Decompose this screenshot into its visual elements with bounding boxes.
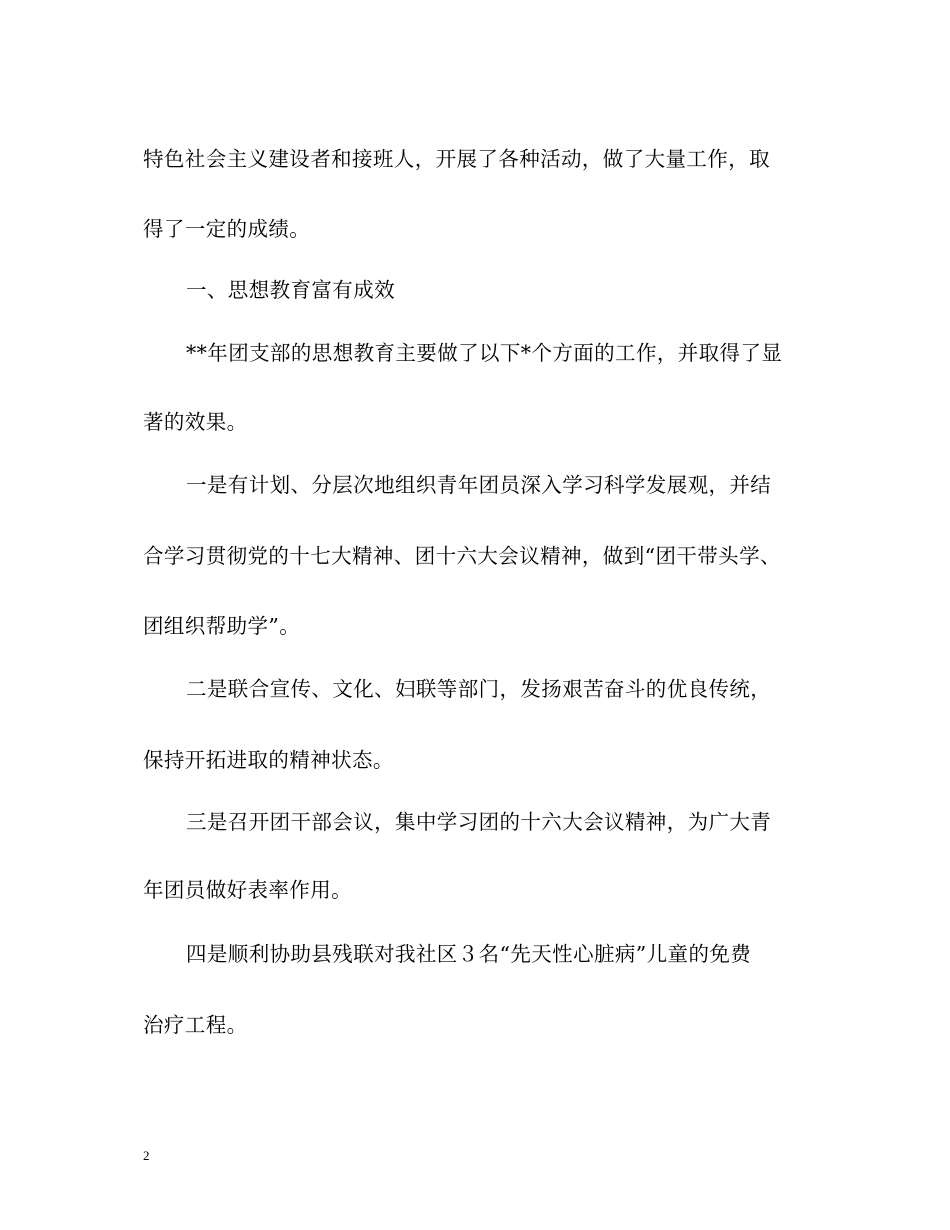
paragraph-line: 一是有计划、分层次地组织青年团员深入学习科学发展观，并结	[186, 473, 772, 497]
paragraph-line: **年团支部的思想教育主要做了以下*个方面的工作，并取得了显	[186, 341, 783, 365]
paragraph-line: 团组织帮助学”。	[143, 614, 301, 638]
paragraph-line: 四是顺利协助县残联对我社区３名“先天性心脏病”儿童的免费	[186, 942, 752, 966]
paragraph-line: 合学习贯彻党的十七大精神、团十六大会议精神，做到“团干带头学、	[143, 544, 781, 568]
paragraph-line: 年团员做好表率作用。	[143, 878, 352, 902]
paragraph-line: 得了一定的成绩。	[143, 217, 311, 241]
paragraph-line: 特色社会主义建设者和接班人，开展了各种活动，做了大量工作，取	[143, 147, 770, 171]
paragraph-line: 二是联合宣传、文化、妇联等部门，发扬艰苦奋斗的优良传统，	[186, 677, 772, 701]
paragraph-line: 治疗工程。	[143, 1013, 248, 1037]
section-heading: 一、思想教育富有成效	[186, 278, 395, 302]
page-number: 2	[143, 1148, 150, 1163]
paragraph-line: 著的效果。	[143, 410, 248, 434]
paragraph-line: 保持开拓进取的精神状态。	[143, 748, 394, 772]
paragraph-line: 三是召开团干部会议，集中学习团的十六大会议精神，为广大青	[186, 810, 772, 834]
